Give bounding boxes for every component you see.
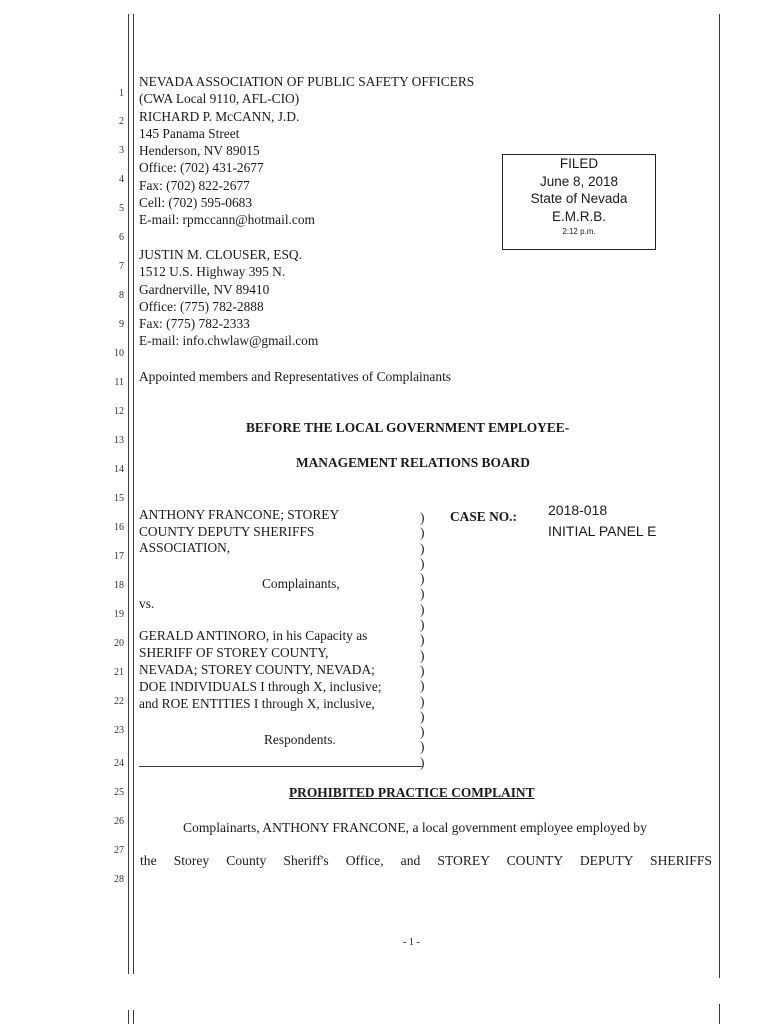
caption-line: ANTHONY FRANCONE; STOREY [139,507,340,522]
line-number: 2 [119,116,124,127]
paren: ) [420,678,425,694]
bottom-right-mark [719,1004,720,1024]
filed-stamp-title: FILED [559,156,599,171]
counsel-line: (CWA Local 9110, AFL-CIO) [139,91,300,107]
appointed-representatives-line: Appointed members and Representatives of Complainants [139,369,452,384]
left-margin-rule-inner [133,14,134,974]
paren: ) [420,754,425,770]
paren: ) [420,525,425,541]
body-line-2: the Storey County Sheriff's Office, and STOREY COUNTY DEPUTY SHERIFFS [140,853,712,868]
paren: ) [420,632,425,648]
line-number: 5 [119,203,124,214]
filed-stamp-agency: E.M.R.B. [551,208,606,224]
line-number: 9 [119,319,124,330]
line-number: 23 [114,725,124,736]
line-number: 1 [119,88,124,99]
paren: ) [420,708,425,724]
caption-line: GERALD ANTINORO, in his Capacity as [139,628,368,643]
caption-bottom-rule [139,766,422,767]
paren: ) [420,724,425,740]
bottom-left-mark [128,1010,129,1024]
line-number: 27 [114,845,124,856]
filed-stamp-time: 2:12 p.m. [562,227,596,236]
caption-complainants [139,507,339,557]
paren: ) [420,571,425,587]
counsel-email: E-mail: info.chwlaw@gmail.com [139,333,319,349]
counsel-line: Office: (775) 782-2888 [139,298,264,314]
line-number: 3 [119,145,124,156]
caption-line: SHERIFF OF STOREY COUNTY, [139,645,329,660]
caption-line: and ROE ENTITIES I through X, inclusive, [139,696,375,711]
paren: ) [420,739,425,755]
respondents-label: Respondents. [264,732,336,747]
complaint-title: PROHIBITED PRACTICE COMPLAINT [289,785,535,800]
paren: ) [420,555,425,571]
line-number: 22 [114,696,124,707]
versus-label: vs. [139,596,155,611]
counsel-line: Gardnerville, NV 89410 [139,281,270,297]
line-number: 7 [119,261,124,272]
case-panel: INITIAL PANEL E [548,523,657,539]
caption-line: NEVADA; STOREY COUNTY, NEVADA; [139,662,375,677]
counsel-line: Office: (702) 431-2677 [139,160,264,176]
counsel-line: JUSTIN M. CLOUSER, ESQ. [139,247,302,262]
counsel-line: 1512 U.S. Highway 395 N. [139,264,286,280]
line-number: 28 [114,874,124,885]
counsel-line: Henderson, NV 89015 [139,143,260,159]
left-margin-rule-outer [128,14,129,974]
filed-stamp-date: June 8, 2018 [539,173,619,189]
paren: ) [420,693,425,709]
paren: ) [420,647,425,663]
line-number: 26 [114,816,124,827]
paren: ) [420,601,425,617]
line-number: 18 [114,580,124,591]
paren: ) [420,586,425,602]
line-number: 6 [119,232,124,243]
caption-line: DOE INDIVIDUALS I through X, inclusive; [139,679,382,694]
counsel-line: Fax: (702) 822-2677 [139,177,250,193]
caption-parenthesis-column [420,510,424,770]
filed-stamp-state: State of Nevada [530,191,628,206]
line-number: 19 [114,609,124,620]
counsel-line: RICHARD P. McCANN, J.D. [139,108,300,124]
counsel-line: Cell: (702) 595-0683 [139,195,253,211]
line-number: 16 [114,522,124,533]
filed-stamp [502,154,656,250]
line-number: 14 [114,464,124,475]
line-number: 13 [114,435,124,446]
counsel-line: NEVADA ASSOCIATION OF PUBLIC SAFETY OFFICERS [139,74,475,89]
case-number-value: 2018-018 [548,502,608,518]
paren: ) [420,662,425,678]
line-number: 11 [114,377,124,388]
line-number: 25 [114,787,124,798]
court-title-line-2: MANAGEMENT RELATIONS BOARD [296,455,530,470]
court-title-line-1: BEFORE THE LOCAL GOVERNMENT EMPLOYEE- [246,420,570,435]
line-number: 4 [119,174,124,185]
counsel-line: 145 Panama Street [139,125,240,141]
line-number: 8 [119,290,124,301]
bottom-left-mark-2 [133,1010,134,1024]
body-line-1: Complainarts, ANTHONY FRANCONE, a local government employee employed by [183,820,647,835]
line-number: 10 [114,348,124,359]
caption-line: COUNTY DEPUTY SHERIFFS [139,523,315,539]
right-margin-rule [719,14,720,978]
line-number: 17 [114,551,124,562]
line-number: 12 [114,406,124,417]
line-number: 15 [114,493,124,504]
paren: ) [420,510,425,525]
caption-respondents [139,627,381,712]
case-number-label: CASE NO.: [450,509,517,524]
counsel-line: Fax: (775) 782-2333 [139,316,250,332]
line-number: 20 [114,638,124,649]
counsel-block-secondary [139,246,318,350]
line-number: 24 [114,758,124,769]
paren: ) [420,617,425,633]
page-number: - 1 - [403,937,420,948]
caption-line: ASSOCIATION, [139,540,231,555]
counsel-email: E-mail: rpmccann@hotmail.com [139,212,315,228]
line-number: 21 [114,667,124,678]
complainants-label: Complainants, [262,576,340,591]
paren: ) [420,540,425,556]
counsel-block-primary [139,73,474,229]
